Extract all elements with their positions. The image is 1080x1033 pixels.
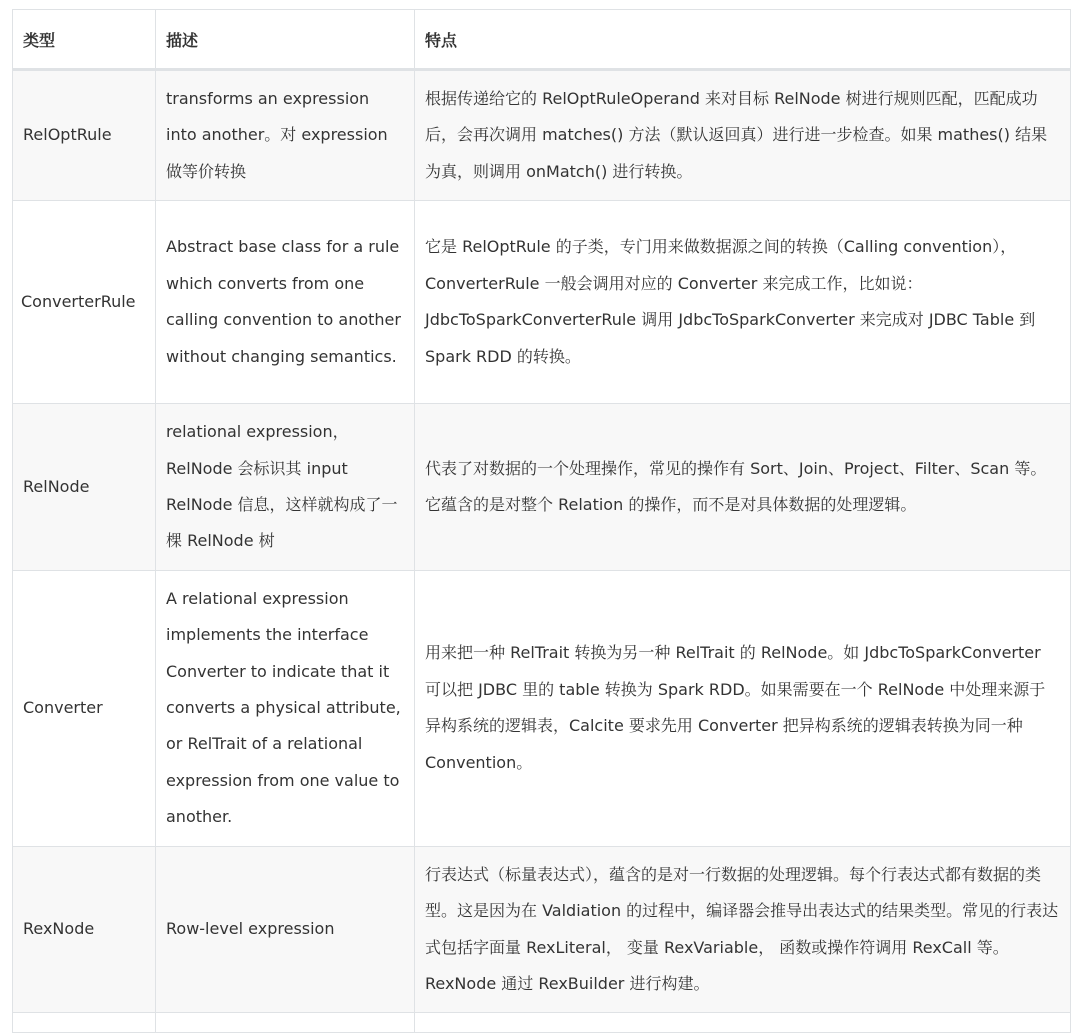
table-row [13,201,1071,404]
header-type: 类型 [13,10,156,70]
cell-features: 它是 RelOptRule 的子类，专门用来做数据源之间的转换（Calling convention），ConverterRule 一般会调用对应的 Converter 来完成工作，比如说：JdbcToSparkConverterRule 调用 JdbcToSparkConverter 来完成对 JDBC Table 到 Spark RDD 的转换。 [415,201,1071,404]
cell-features: 代表了对数据的一个处理操作，常见的操作有 Sort、Join、Project、Filter、Scan 等。它蕴含的是对整个 Relation 的操作，而不是对具体数据的处理逻辑。 [415,404,1071,571]
cell-description: Row-level expression [156,846,415,1013]
table-header [13,10,1071,70]
table-row [13,570,1071,846]
comparison-table [12,9,1071,1033]
cell-description: transforms an expression into another。对 expression 做等价转换 [156,70,415,201]
cell-type: RelOptRule [13,70,156,201]
cell-type: ConverterRule [13,201,156,404]
header-description: 描述 [156,10,415,70]
header-features: 特点 [415,10,1071,70]
cell-type: Converter [13,570,156,846]
table-row [13,70,1071,201]
cell-features-empty [415,1013,1071,1033]
cell-description: A relational expression implements the interface Converter to indicate that it converts a physical attribute, or RelTrait of a relational expression from one value to another. [156,570,415,846]
cell-features: 行表达式（标量表达式），蕴含的是对一行数据的处理逻辑。每个行表达式都有数据的类型。这是因为在 Valdiation 的过程中，编译器会推导出表达式的结果类型。常见的行表达式包括字面量 RexLiteral， 变量 RexVariable， 函数或操作符调用 RexCall 等。 RexNode 通过 RexBuilder 进行构建。 [415,846,1071,1013]
cell-type: RelNode [13,404,156,571]
table-row [13,404,1071,571]
cell-features: 用来把一种 RelTrait 转换为另一种 RelTrait 的 RelNode。如 JdbcToSparkConverter 可以把 JDBC 里的 table 转换为 Spark RDD。如果需要在一个 RelNode 中处理来源于异构系统的逻辑表，Calcite 要求先用 Converter 把异构系统的逻辑表转换为同一种 Convention。 [415,570,1071,846]
comparison-table-container [12,9,1070,1033]
table-row [13,846,1071,1013]
cell-description-empty [156,1013,415,1033]
table-body [13,70,1071,1033]
cell-description: Abstract base class for a rule which converts from one calling convention to another without changing semantics. [156,201,415,404]
cell-type: RexNode [13,846,156,1013]
table-row-partial [13,1013,1071,1033]
cell-features: 根据传递给它的 RelOptRuleOperand 来对目标 RelNode 树进行规则匹配，匹配成功后，会再次调用 matches() 方法（默认返回真）进行进一步检查。如果 mathes() 结果为真，则调用 onMatch() 进行转换。 [415,70,1071,201]
cell-type-empty [13,1013,156,1033]
cell-description: relational expression，RelNode 会标识其 input RelNode 信息，这样就构成了一棵 RelNode 树 [156,404,415,571]
header-row [13,10,1071,70]
